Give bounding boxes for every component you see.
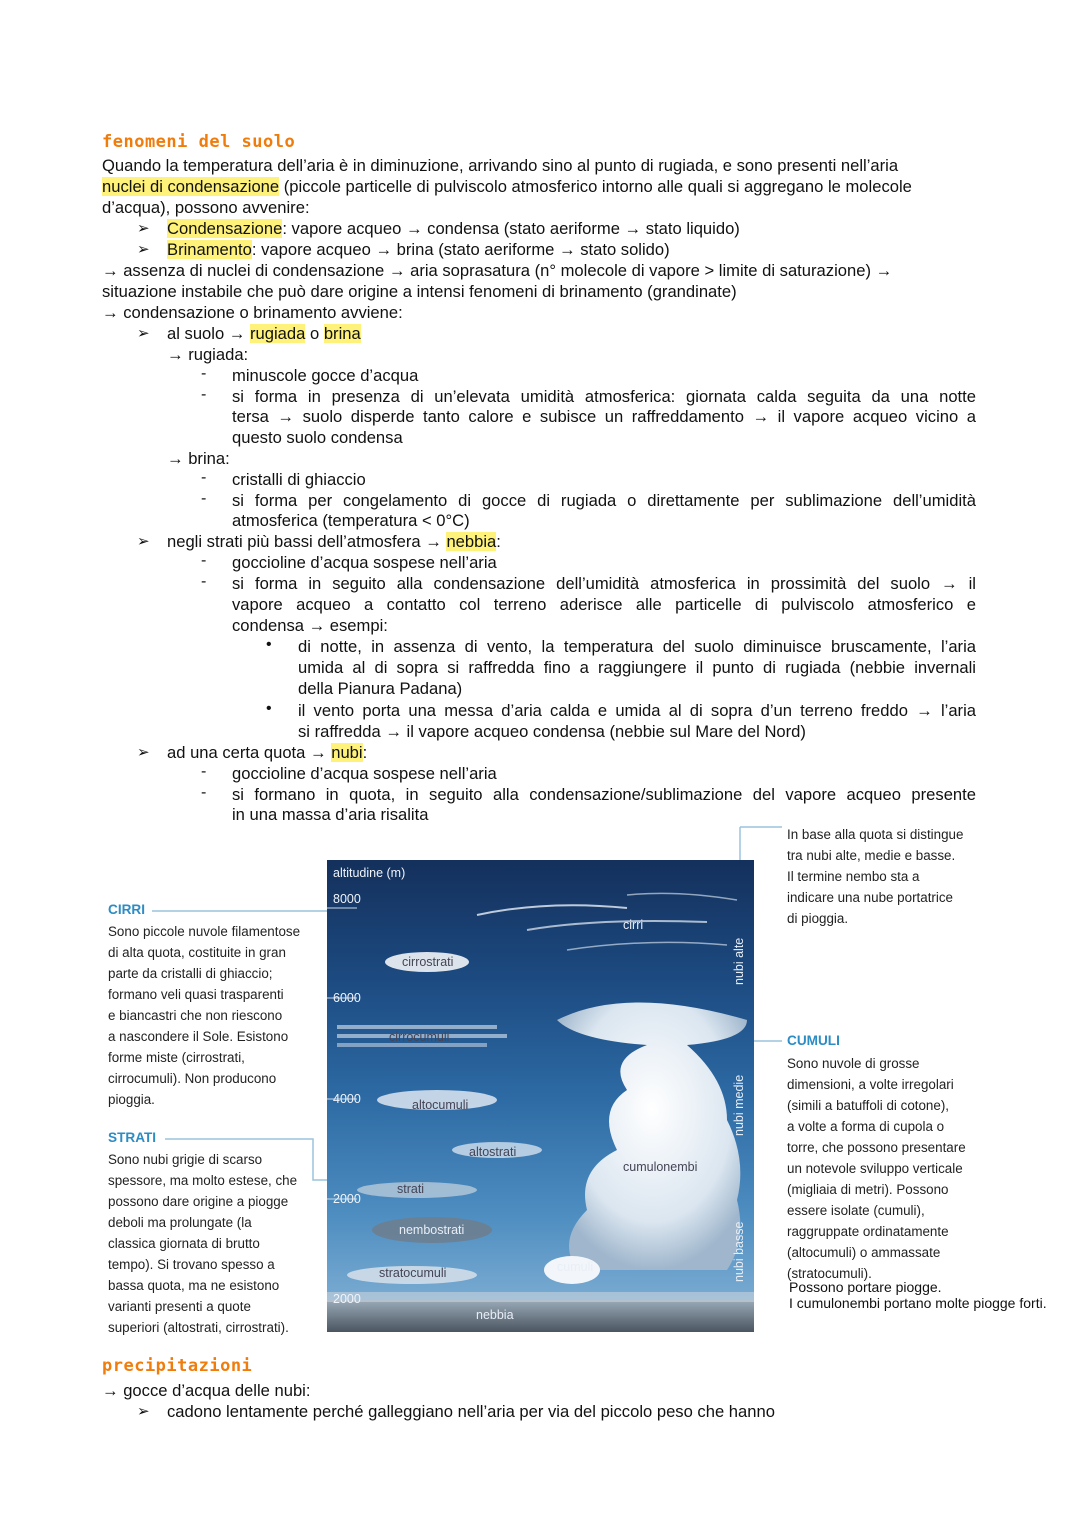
rugiada-point-2a: si forma in presenza di un’elevata umidità atmosferica: giornata calda seguita da una notte (232, 387, 976, 406)
nebbia-point-2a: si forma in seguito alla condensazione dell’umidità atmosferica in prossimità del suolo → il (232, 574, 976, 593)
label-altocumuli: altocumuli (412, 1098, 469, 1112)
dash-bullet: - (201, 365, 207, 382)
arrow-bullet-icon: ➢ (137, 744, 150, 761)
label-nebbia: nebbia (476, 1308, 514, 1322)
altitude-2000-lower: 2000 (333, 1292, 361, 1306)
nebbia-point-1: goccioline d’acqua sospese nell’aria (232, 553, 497, 572)
cirri-description: Sono piccole nuvole filamentose di alta quota, costituite in gran parte da cristalli di ghiaccio; formano veli quasi trasparenti e biancastri che non riescono a nascondere il Sole. Esistono forme miste (cirrostrati, cirrocumuli). Non producono pioggia. (108, 924, 301, 1107)
label-nubi-alte: nubi alte (732, 937, 746, 985)
dash-bullet: - (201, 386, 207, 403)
cloud-diagram (327, 860, 754, 1332)
esempio-1b: umida al di sopra si raffredda fino a raggiungere il punto di rugiada (nebbie invernali (298, 658, 976, 677)
altitude-8000: 8000 (333, 892, 361, 906)
arrow-bullet-icon: ➢ (137, 241, 150, 258)
label-stratocumuli: stratocumuli (379, 1266, 447, 1280)
label-nubi-medie: nubi medie (732, 1074, 746, 1136)
strati-description: Sono nubi grigie di scarso spessore, ma molto estese, che possono dare origine a piogge deboli ma prolungate (la classica giornata di brutto tempo). Si trovano spesso a bassa quota, ma ne esistono varianti presenti a quote superiori (altostrati, cirrostrati). (108, 1152, 298, 1335)
strati-title: STRATI (108, 1130, 157, 1145)
esempio-2a: il vento porta una messa d’aria calda e umida al di sopra d’un terreno freddo → l’aria (298, 701, 976, 720)
rugiada-point-1: minuscole gocce d’acqua (232, 366, 419, 385)
esempio-1c: della Pianura Padana) (298, 679, 463, 698)
dash-bullet: - (201, 490, 207, 507)
nubi-point-2b: in una massa d’aria risalita (232, 805, 429, 824)
label-nubi-basse: nubi basse (732, 1221, 746, 1282)
dash-bullet: - (201, 573, 207, 590)
intro-line-1: Quando la temperatura dell’aria è in diminuzione, arrivando sino al punto di rugiada, e sono presenti nell’aria (102, 156, 899, 175)
section-title-suolo: fenomeni del suolo (102, 132, 296, 152)
brina-point-1: cristalli di ghiaccio (232, 470, 366, 489)
altitude-axis-title: altitudine (m) (333, 866, 406, 880)
brina-point-2b: atmosferica (temperatura < 0°C) (232, 511, 470, 530)
intro-line-3: d’acqua), possono avvenire: (102, 198, 310, 217)
cumuli-title: CUMULI (787, 1033, 840, 1048)
arrow-bullet-icon: ➢ (137, 220, 150, 237)
note-piogge: Possono portare piogge. (789, 1279, 942, 1295)
cirri-title: CIRRI (108, 902, 146, 917)
rugiada-point-2c: questo suolo condensa (232, 428, 403, 447)
label-cirrostrati: cirrostrati (402, 955, 454, 969)
rugiada-heading: → rugiada: (167, 345, 249, 364)
dash-bullet: - (201, 784, 207, 801)
rugiada-point-2b: tersa → suolo disperde tanto calore e subisce un raffreddamento → il vapore acqueo vicino a (232, 407, 976, 426)
nebbia-point-2c: condensa → esempi: (232, 616, 388, 635)
nubi-point-1: goccioline d’acqua sospese nell’aria (232, 764, 497, 783)
altitude-4000: 4000 (333, 1092, 361, 1106)
arrow-bullet-icon: ➢ (137, 1403, 150, 1420)
quota-description: In base alla quota si distingue tra nubi alte, medie e basse. Il termine nembo sta a indicare una nube portatrice di pioggia. (787, 827, 964, 926)
dot-bullet: • (266, 700, 272, 717)
strati-bassi-item: negli strati più bassi dell’atmosfera → nebbia: (167, 532, 501, 551)
avviene-line: → condensazione o brinamento avviene: (102, 303, 403, 322)
brina-heading: → brina: (167, 449, 230, 468)
cumuli-description: Sono nuvole di grosse dimensioni, a volte irregolari (simili a batuffoli di cotone), a volte a forma di cupola o torre, che possono presentare un notevole sviluppo verticale (migliaia di metri). Possono essere isolate (cumuli), raggruppate ordinatamente (altocumuli) o ammassate (stratocumuli). (787, 1056, 966, 1281)
condensazione-item: Condensazione: vapore acqueo → condensa (stato aeriforme → stato liquido) (167, 219, 740, 238)
esempio-2b: si raffredda → il vapore acqueo condensa (nebbie sul Mare del Nord) (298, 722, 806, 741)
label-cirrocumuli: cirrocumuli (389, 1030, 450, 1044)
esempio-1a: di notte, in assenza di vento, la temperatura del suolo diminuisce bruscamente, l’aria (298, 637, 976, 656)
al-suolo-item: al suolo → rugiada o brina (167, 324, 361, 343)
precipitazioni-line-1: → gocce d’acqua delle nubi: (102, 1381, 311, 1400)
dash-bullet: - (201, 552, 207, 569)
note-cumulonembi: I cumulonembi portano molte piogge forti. (789, 1295, 1047, 1311)
arrow-bullet-icon: ➢ (137, 325, 150, 342)
label-cumulonembi: cumulonembi (623, 1160, 698, 1174)
dash-bullet: - (201, 469, 207, 486)
brina-point-2a: si forma per congelamento di gocce di rugiada o direttamente per sublimazione dell’umidità (232, 491, 976, 510)
assenza-line-1: → assenza di nuclei di condensazione → aria soprasatura (n° molecole di vapore > limite di saturazione) → (102, 261, 893, 280)
quota-item: ad una certa quota → nubi: (167, 743, 368, 762)
altitude-2000: 2000 (333, 1192, 361, 1206)
label-altostrati: altostrati (469, 1145, 517, 1159)
highlight-nuclei: nuclei di condensazione (102, 177, 280, 196)
label-nembostrati: nembostrati (399, 1223, 465, 1237)
brinamento-item: Brinamento: vapore acqueo → brina (stato aeriforme → stato solido) (167, 240, 670, 259)
label-cirri: cirri (623, 918, 644, 932)
cloud-illustration (327, 860, 754, 1332)
label-cumuli: cumuli (557, 1260, 594, 1274)
intro-line-2: nuclei di condensazione (piccole particelle di pulviscolo atmosferico intorno alle quali si aggregano le molecole (102, 177, 912, 196)
dash-bullet: - (201, 763, 207, 780)
nubi-point-2a: si formano in quota, in seguito alla condensazione/sublimazione del vapore acqueo presente (232, 785, 976, 804)
label-strati: strati (397, 1182, 425, 1196)
arrow-bullet-icon: ➢ (137, 533, 150, 550)
section-title-precipitazioni: precipitazioni (102, 1356, 253, 1376)
dot-bullet: • (266, 636, 272, 653)
assenza-line-2: situazione instabile che può dare origine a intensi fenomeni di brinamento (grandinate) (102, 282, 737, 301)
altitude-6000: 6000 (333, 991, 361, 1005)
nebbia-point-2b: vapore acqueo a contatto col terreno aderisce alle particelle di pulviscolo atmosferico e (232, 595, 976, 614)
precipitazioni-line-2: cadono lentamente perché galleggiano nell’aria per via del piccolo peso che hanno (167, 1402, 775, 1421)
